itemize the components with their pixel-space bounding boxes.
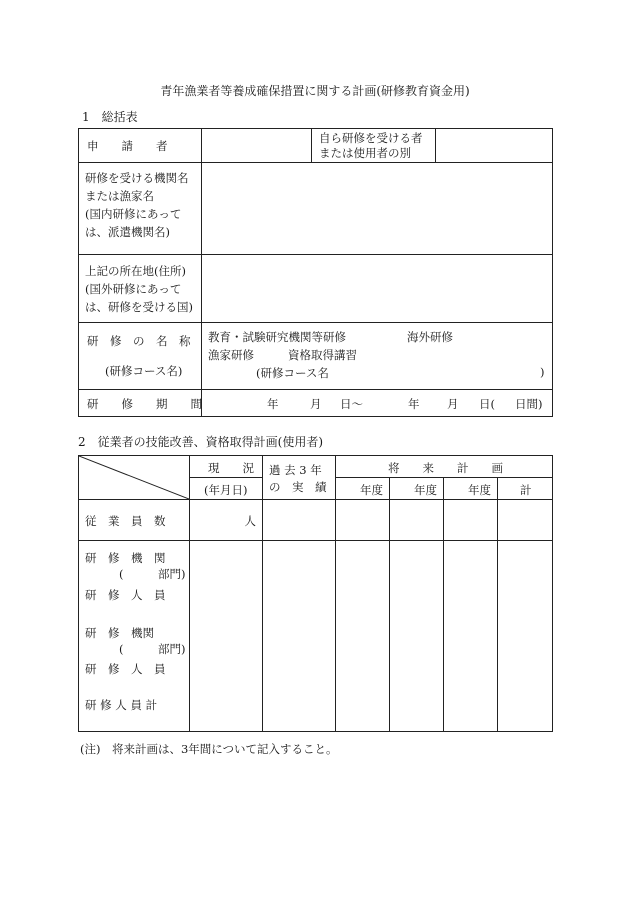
year2-header: [390, 478, 444, 500]
total-label: 計: [520, 483, 532, 497]
document-title: 青年漁業者等養成確保措置に関する計画(研修教育資金用): [160, 84, 470, 98]
training-institution-label: 研 修 機関: [85, 626, 154, 640]
institution-label-line: (国内研修にあって: [85, 207, 182, 221]
self-training-label-1: 自ら研修を受ける者: [319, 131, 423, 145]
training-institution-label: 研 修 機 関: [85, 551, 166, 565]
future-header-cell: [336, 456, 553, 478]
institution-label-line: は、派遣機関名): [85, 225, 170, 239]
employees-total-input[interactable]: [498, 500, 553, 541]
training-year1-input[interactable]: [336, 541, 390, 732]
course-name-suffix: ): [540, 365, 545, 379]
section1-heading: 1 総括表: [82, 110, 138, 124]
current-date-label: (年月日): [204, 483, 248, 497]
past-header-cell: [263, 456, 336, 500]
option-education-research[interactable]: 教育・試験研究機関等研修: [208, 330, 346, 344]
section2-heading: 2 従業者の技能改善、資格取得計画(使用者): [78, 435, 323, 449]
self-training-label-cell: [312, 129, 436, 163]
training-total-input[interactable]: [498, 541, 553, 732]
address-label-line: (国外研修にあって: [85, 282, 182, 296]
past-label-1: 過 去 3 年: [269, 463, 322, 477]
option-qualification[interactable]: 資格取得講習: [288, 348, 357, 362]
employees-year3-input[interactable]: [444, 500, 498, 541]
period-start-year: 年: [267, 397, 279, 411]
summary-table: [78, 128, 553, 417]
training-staff-total-label: 研 修 人 員 計: [85, 698, 158, 712]
training-year3-input[interactable]: [444, 541, 498, 732]
current-label: 現 況: [208, 461, 254, 475]
period-input[interactable]: [202, 390, 553, 417]
training-staff-label: 研 修 人 員: [85, 588, 166, 602]
employees-label: 従 業 員 数: [85, 514, 166, 528]
option-overseas[interactable]: 海外研修: [407, 330, 453, 344]
period-days: 日間): [515, 397, 543, 411]
plan-table: [78, 455, 553, 732]
training-current-input[interactable]: [190, 541, 263, 732]
employees-label-cell: [79, 500, 190, 541]
applicant-label: 申 請 者: [87, 139, 168, 153]
period-start-day: 日〜: [340, 397, 363, 411]
training-department-label: ( 部門): [119, 567, 186, 581]
period-start-month: 月: [310, 397, 322, 411]
year3-header: [444, 478, 498, 500]
applicant-input[interactable]: [202, 129, 312, 163]
employees-current-input[interactable]: [190, 500, 263, 541]
address-label-line: 上記の所在地(住所): [85, 264, 186, 278]
training-department-label: ( 部門): [119, 642, 186, 656]
employees-year1-input[interactable]: [336, 500, 390, 541]
applicant-label-cell: [79, 129, 202, 163]
employees-year2-input[interactable]: [390, 500, 444, 541]
footnote: (注) 将来計画は、3年間について記入すること。: [80, 742, 338, 756]
year1-label: 年度: [360, 483, 383, 497]
training-rows-label-cell: [79, 541, 190, 732]
future-label: 将 来 計 画: [388, 461, 503, 475]
institution-input[interactable]: [202, 163, 553, 255]
period-label-cell: [79, 390, 202, 417]
period-end-year: 年: [408, 397, 420, 411]
employees-unit: 人: [244, 514, 256, 528]
year1-header: [336, 478, 390, 500]
total-header: [498, 478, 553, 500]
self-training-input[interactable]: [436, 129, 553, 163]
self-training-label-2: または使用者の別: [319, 146, 411, 160]
diagonal-line: [79, 456, 189, 499]
option-fisherman-household[interactable]: 漁家研修: [208, 348, 254, 362]
institution-label-line: または漁家名: [85, 189, 154, 203]
corner-cell: [79, 456, 190, 500]
past-label-2: の 実 績: [269, 480, 327, 494]
training-name-label: 研 修 の 名 称: [87, 334, 191, 348]
period-end-month: 月: [447, 397, 459, 411]
year2-label: 年度: [414, 483, 437, 497]
training-course-label: (研修コース名): [105, 364, 183, 378]
address-label-line: は、研修を受ける国): [85, 300, 193, 314]
institution-label-line: 研修を受ける機関名: [85, 171, 189, 185]
training-staff-label: 研 修 人 員: [85, 662, 166, 676]
period-end-day: 日(: [479, 397, 495, 411]
training-name-label-cell: [79, 323, 202, 390]
period-label: 研 修 期 間: [87, 397, 202, 411]
training-past-input[interactable]: [263, 541, 336, 732]
course-name-prefix: (研修コース名: [256, 366, 329, 380]
employees-past-input[interactable]: [263, 500, 336, 541]
current-header-cell: [190, 456, 263, 478]
address-input[interactable]: [202, 255, 553, 323]
current-date-cell: [190, 478, 263, 500]
training-name-input[interactable]: [202, 323, 553, 390]
address-label-cell: [79, 255, 202, 323]
year3-label: 年度: [468, 483, 491, 497]
training-year2-input[interactable]: [390, 541, 444, 732]
institution-label-cell: [79, 163, 202, 255]
